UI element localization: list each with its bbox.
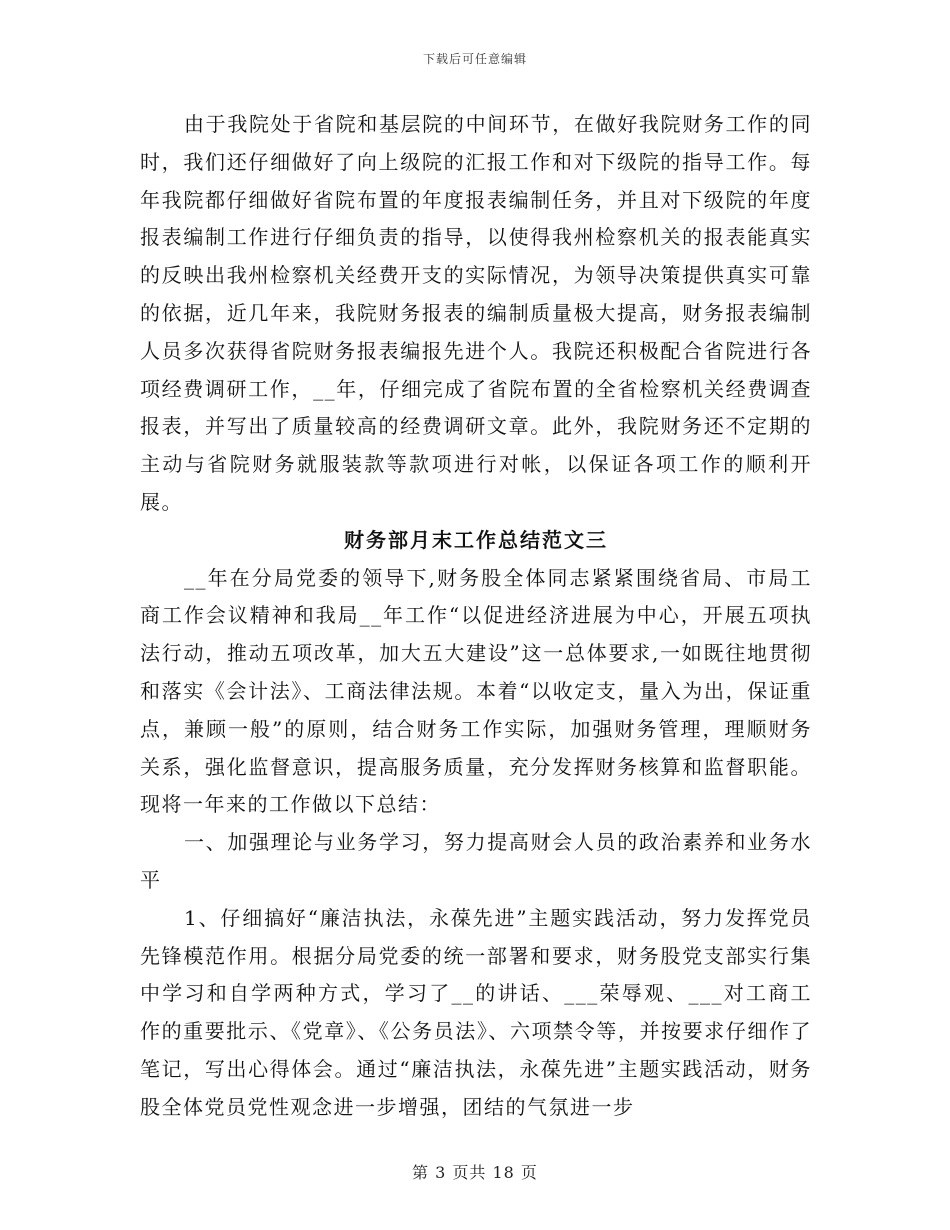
page-footer: 第 3 页共 18 页 [412,1163,538,1182]
paragraph: 1、仔细搞好“廉洁执法，永葆先进”主题实践活动，努力发挥党员先锋模范作用。根据分局党委的统一部署和要求，财务股党支部实行集中学习和自学两种方式，学习了__的讲话、___荣辱观、___对工商工作的重要批示、《党章》、《公务员法》、六项禁令等，并按要求仔细作了笔记，写出心得体会。通过“廉洁执法，永葆先进”主题实践活动，财务股全体党员党性观念进一步增强，团结的气氛进一步 [140,905,812,1119]
document-body [140,106,812,1127]
page-header-note: 下载后可任意编辑 [422,52,527,66]
paragraph: __年在分局党委的领导下,财务股全体同志紧紧围绕省局、市局工商工作会议精神和我局__年工作“以促进经济进展为中心，开展五项执法行动，推动五项改革，加大五大建设”这一总体要求,一如既往地贯彻和落实《会计法》、工商法律法规。本着“以收定支，量入为出，保证重点，兼顾一般”的原则，结合财务工作实际，加强财务管理，理顺财务关系，强化监督意识，提高服务质量，充分发挥财务核算和监督职能。现将一年来的工作做以下总结： [140,565,812,817]
section-heading: 一、加强理论与业务学习，努力提高财会人员的政治素养和业务水平 [140,830,812,892]
section-title: 财务部月末工作总结范文三 [344,527,608,552]
paragraph: 由于我院处于省院和基层院的中间环节，在做好我院财务工作的同时，我们还仔细做好了向上级院的汇报工作和对下级院的指导工作。每年我院都仔细做好省院布置的年度报表编制任务，并且对下级院的年度报表编制工作进行仔细负责的指导，以使得我州检察机关的报表能真实的反映出我州检察机关经费开支的实际情况，为领导决策提供真实可靠的依据，近几年来，我院财务报表的编制质量极大提高，财务报表编制人员多次获得省院财务报表编报先进个人。我院还积极配合省院进行各项经费调研工作，__年，仔细完成了省院布置的全省检察机关经费调查报表，并写出了质量较高的经费调研文章。此外，我院财务还不定期的主动与省院财务就服装款等款项进行对帐，以保证各项工作的顺利开展。 [140,112,812,514]
